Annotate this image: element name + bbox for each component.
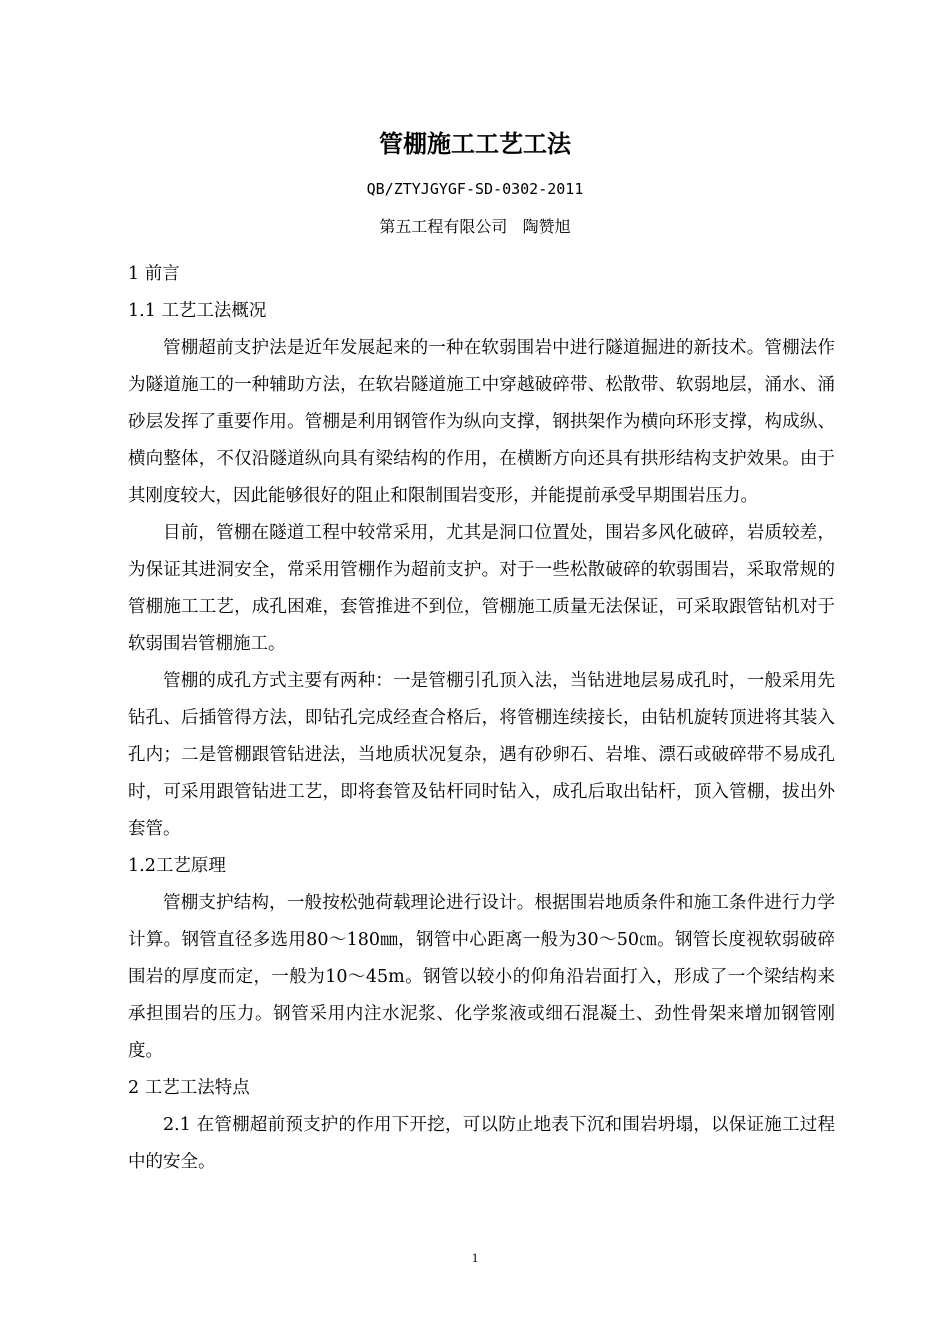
section-heading-1-2: 1.2工艺原理 — [128, 856, 226, 876]
section-heading-1: 1 前言 — [128, 264, 180, 284]
document-body — [128, 256, 835, 1181]
standard-code: QB/ZTYJGYGF-SD-0302-2011 — [366, 180, 584, 198]
paragraph-overview-2: 目前，管棚在隧道工程中较常采用，尤其是洞口位置处，围岩多风化破碎，岩质较差，为保证其进洞安全，常采用管棚作为超前支护。对于一些松散破碎的软弱围岩，采取常规的管棚施工工艺，成孔困难，套管推进不到位，管棚施工质量无法保证，可采取跟管钻机对于软弱围岩管棚施工。 — [128, 523, 835, 654]
paragraph-overview-3: 管棚的成孔方式主要有两种：一是管棚引孔顶入法，当钻进地层易成孔时，一般采用先钻孔、后插管得方法，即钻孔完成经查合格后，将管棚连续接长，由钻机旋转顶进将其装入孔内；二是管棚跟管钻进法，当地质状况复杂，遇有砂卵石、岩堆、漂石或破碎带不易成孔时，可采用跟管钻进工艺，即将套管及钻杆同时钻入，成孔后取出钻杆，顶入管棚，拔出外套管。 — [128, 671, 835, 839]
page-number: 1 — [471, 1250, 479, 1265]
document-title: 管棚施工工艺工法 — [379, 130, 571, 158]
author-line: 第五工程有限公司 陶赞旭 — [379, 217, 571, 236]
paragraph-principle: 管棚支护结构，一般按松弛荷载理论进行设计。根据围岩地质条件和施工条件进行力学计算。钢管直径多选用80～180㎜，钢管中心距离一般为30～50㎝。钢管长度视软弱破碎围岩的厚度而定，一般为10～45m。钢管以较小的仰角沿岩面打入，形成了一个梁结构来承担围岩的压力。钢管采用内注水泥浆、化学浆液或细石混凝土、劲性骨架来增加钢管刚度。 — [128, 893, 835, 1061]
paragraph-overview-1: 管棚超前支护法是近年发展起来的一种在软弱围岩中进行隧道掘进的新技术。管棚法作为隧道施工的一种辅助方法，在软岩隧道施工中穿越破碎带、松散带、软弱地层，涌水、涌砂层发挥了重要作用。管棚是利用钢管作为纵向支撑，钢拱架作为横向环形支撑，构成纵、横向整体，不仅沿隧道纵向具有梁结构的作用，在横断方向还具有拱形结构支护效果。由于其刚度较大，因此能够很好的阻止和限制围岩变形，并能提前承受早期围岩压力。 — [128, 338, 835, 506]
section-heading-2: 2 工艺工法特点 — [128, 1078, 250, 1098]
section-heading-1-1: 1.1 工艺工法概况 — [128, 301, 267, 321]
paragraph-feature-2-1: 2.1 在管棚超前预支护的作用下开挖，可以防止地表下沉和围岩坍塌，以保证施工过程中的安全。 — [128, 1115, 835, 1172]
